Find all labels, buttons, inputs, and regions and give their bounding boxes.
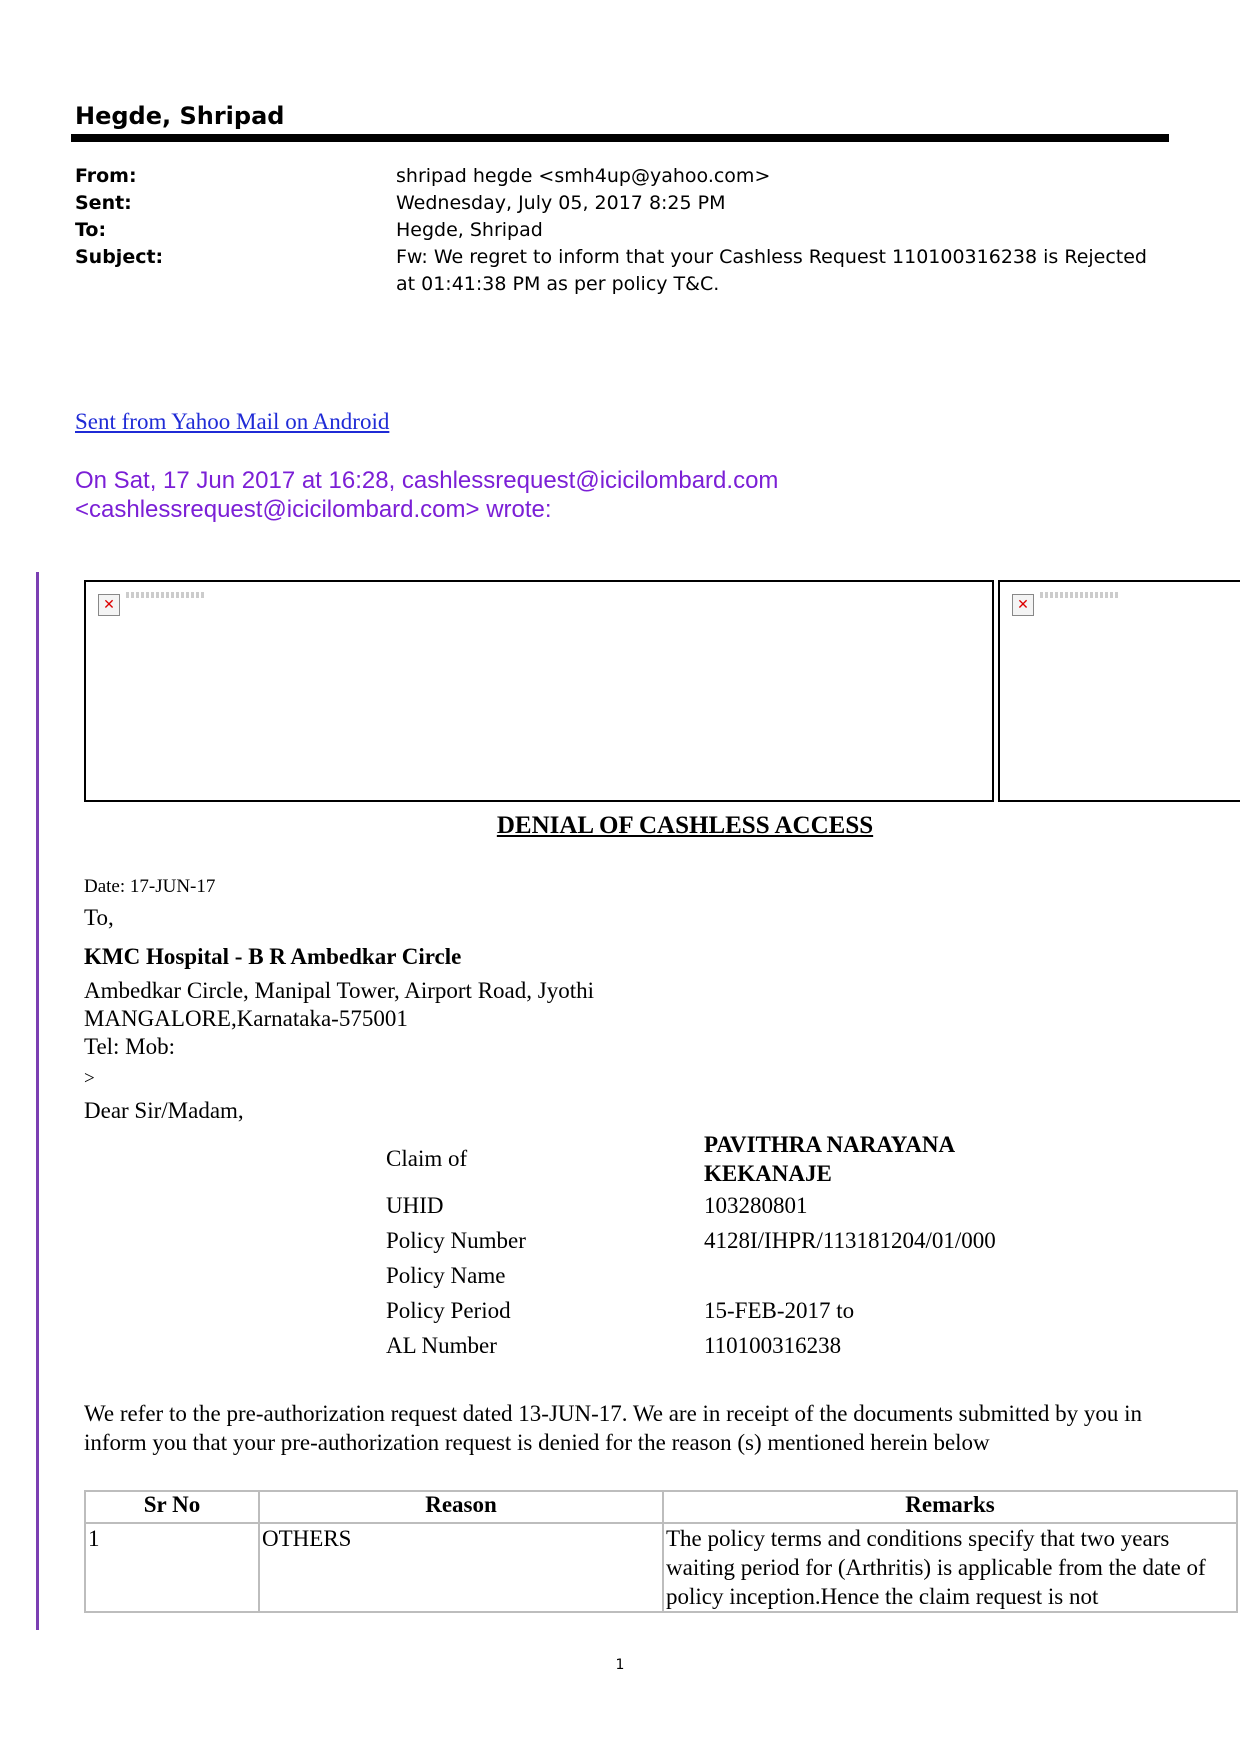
header-divider	[71, 134, 1169, 142]
al-number-value: 110100316238	[704, 1333, 842, 1358]
address-line-1: Ambedkar Circle, Manipal Tower, Airport Road, Jyothi	[84, 978, 594, 1003]
reason-cell: OTHERS	[259, 1523, 663, 1612]
sent-label: Sent:	[75, 192, 132, 214]
quote-bar	[36, 572, 39, 1630]
column-header: Reason	[259, 1491, 663, 1523]
document-header-name: Hegde, Shripad	[75, 102, 285, 130]
to-value: Hegde, Shripad	[396, 219, 543, 241]
quoted-header-line2: <cashlessrequest@icicilombard.com> wrote:	[75, 496, 552, 523]
body-paragraph	[84, 1399, 1240, 1457]
quoted-header-line1: On Sat, 17 Jun 2017 at 16:28, cashlessrequest@icicilombard.com	[75, 467, 779, 494]
policy-period-label: Policy Period	[386, 1298, 511, 1323]
image-placeholder-2	[998, 580, 1240, 802]
claim-of-label: Claim of	[386, 1146, 468, 1171]
claim-of-line2: KEKANAJE	[704, 1161, 832, 1186]
body-paragraph-line2: inform you that your pre-authorization request is denied for the reason (s) mentioned herein below	[84, 1430, 990, 1455]
al-number-label: AL Number	[386, 1333, 497, 1358]
uhid-label: UHID	[386, 1193, 444, 1218]
address-tel: Tel: Mob:	[84, 1034, 176, 1059]
subject-value: Fw: We regret to inform that your Cashless Request 110100316238 is Rejected at 01:41:38 PM as per policy T&C.	[396, 246, 1147, 295]
uhid-value: 103280801	[704, 1193, 808, 1218]
letter-to: To,	[84, 905, 114, 930]
column-header: Sr No	[85, 1491, 259, 1523]
hospital-address	[84, 977, 594, 1061]
remarks-cell: The policy terms and conditions specify that two years waiting period for (Arthritis) is applicable from the date of policy inception.Hence the claim request is not	[663, 1523, 1237, 1612]
from-value: shripad hegde <smh4up@yahoo.com>	[396, 165, 771, 187]
sr-no-cell: 1	[85, 1523, 259, 1612]
alt-text-placeholder	[126, 592, 206, 598]
sent-value: Wednesday, July 05, 2017 8:25 PM	[396, 192, 726, 214]
broken-image-icon: ✕	[1012, 594, 1034, 616]
policy-name-label: Policy Name	[386, 1263, 506, 1288]
letter-date: Date: 17-JUN-17	[84, 876, 216, 897]
subject-label: Subject:	[75, 246, 164, 268]
letter-title: DENIAL OF CASHLESS ACCESS	[496, 812, 874, 839]
sent-from-yahoo-link[interactable]: Sent from Yahoo Mail on Android	[75, 409, 390, 434]
policy-period-value: 15-FEB-2017 to	[704, 1298, 855, 1323]
claim-of-line1: PAVITHRA NARAYANA	[704, 1132, 956, 1157]
column-header: Remarks	[663, 1491, 1237, 1523]
policy-number-label: Policy Number	[386, 1228, 526, 1253]
policy-number-value: 4128I/IHPR/113181204/01/000	[704, 1228, 996, 1253]
image-placeholder-1	[84, 580, 994, 802]
address-line-2: MANGALORE,Karnataka-575001	[84, 1006, 408, 1031]
body-paragraph-line1: We refer to the pre-authorization request dated 13-JUN-17. We are in receipt of the documents submitted by you in	[84, 1401, 1142, 1426]
claim-of-value	[704, 1130, 1034, 1188]
alt-text-placeholder	[1040, 592, 1120, 598]
page-number: 1	[615, 1657, 625, 1673]
broken-image-icon: ✕	[98, 594, 120, 616]
to-label: To:	[75, 219, 107, 241]
quote-marker: >	[84, 1068, 95, 1089]
table-row	[85, 1523, 1237, 1612]
reason-table	[84, 1490, 1238, 1613]
hospital-name: KMC Hospital - B R Ambedkar Circle	[84, 944, 462, 969]
from-label: From:	[75, 165, 137, 187]
quoted-header	[75, 466, 975, 524]
salutation: Dear Sir/Madam,	[84, 1098, 244, 1123]
